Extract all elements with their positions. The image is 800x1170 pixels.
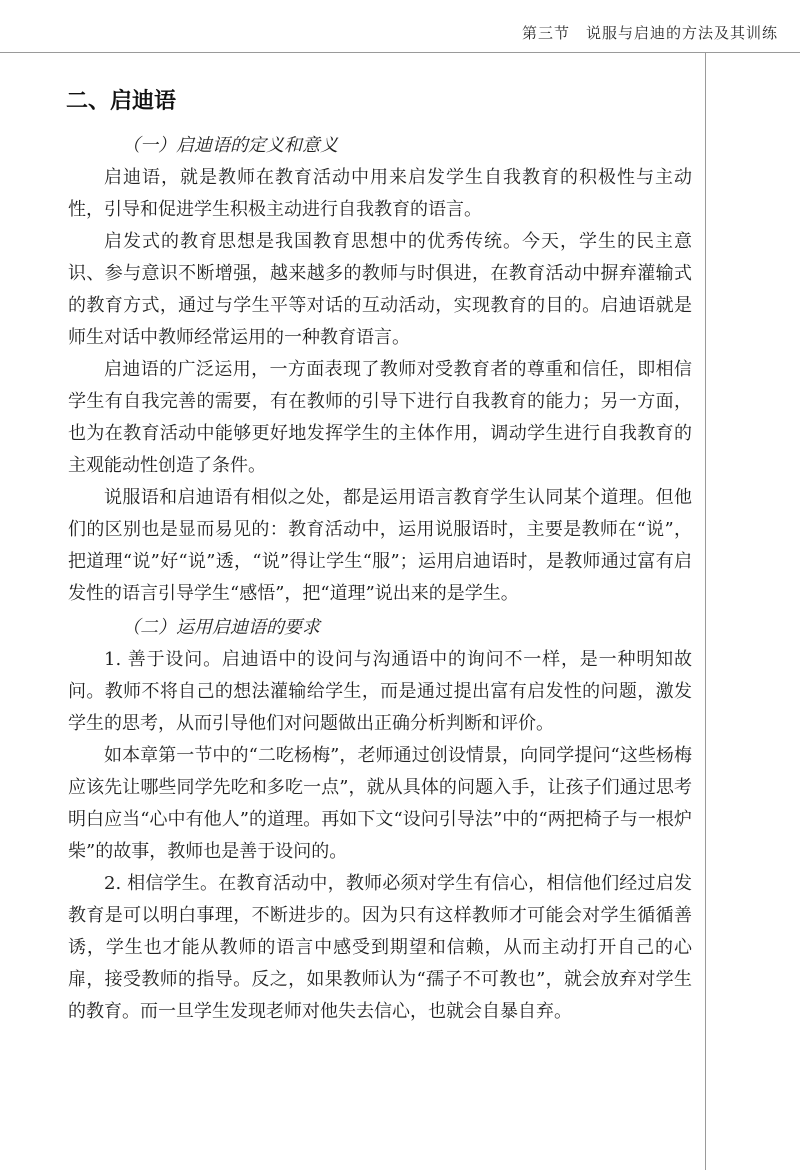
- header-rule: [0, 52, 800, 53]
- paragraph: 启发式的教育思想是我国教育思想中的优秀传统。今天，学生的民主意识、参与意识不断增强，越来越多的教师与时俱进，在教育活动中摒弃灌输式的教育方式，通过与学生平等对话的互动活动，实现教育的目的。启迪语就是师生对话中教师经常运用的一种教育语言。: [68, 231, 692, 348]
- paragraph: 2. 相信学生。在教育活动中，教师必须对学生有信心，相信他们经过启发教育是可以明白事理，不断进步的。因为只有这样教师才可能会对学生循循善诱，学生也才能从教师的语言中感受到期望和信赖，从而主动打开自己的心扉，接受教师的指导。反之，如果教师认为“孺子不可教也”，就会放弃对学生的教育。而一旦学生发现老师对他失去信心，也就会自暴自弃。: [68, 873, 692, 1022]
- margin-rule: [705, 52, 706, 1170]
- running-header: [522, 22, 778, 43]
- paragraph: 1. 善于设问。启迪语中的设问与沟通语中的询问不一样，是一种明知故问。教师不将自己的想法灌输给学生，而是通过提出富有启发性的问题，激发学生的思考，从而引导他们对问题做出正确分析判断和评价。: [68, 649, 692, 734]
- paragraph: 说服语和启迪语有相似之处，都是运用语言教育学生认同某个道理。但他们的区别也是显而易见的：教育活动中，运用说服语时，主要是教师在“说”，把道理“说”好“说”透，“说”得让学生“服”；运用启迪语时，是教师通过富有启发性的语言引导学生“感悟”，把“道理”说出来的是学生。: [68, 487, 692, 604]
- paragraph: 如本章第一节中的“二吃杨梅”，老师通过创设情景，向同学提问“这些杨梅应该先让哪些同学先吃和多吃一点”，就从具体的问题入手，让孩子们通过思考明白应当“心中有他人”的道理。再如下文“设问引导法”中的“两把椅子与一根炉柴”的故事，教师也是善于设问的。: [68, 745, 692, 862]
- paragraph: 启迪语的广泛运用，一方面表现了教师对受教育者的尊重和信任，即相信学生有自我完善的需要，有在教师的引导下进行自我教育的能力；另一方面，也为在教育活动中能够更好地发挥学生的主体作用，调动学生进行自我教育的主观能动性创造了条件。: [68, 359, 692, 476]
- body-text: [68, 128, 692, 1028]
- subsection-title-definition: （一）启迪语的定义和意义: [122, 135, 338, 156]
- section-heading: 二、启迪语: [66, 89, 177, 114]
- subsection-title-requirements: （二）运用启迪语的要求: [122, 617, 320, 638]
- paragraph: 启迪语，就是教师在教育活动中用来启发学生自我教育的积极性与主动性，引导和促进学生积极主动进行自我教育的语言。: [68, 167, 692, 220]
- header-section-number: 第三节: [521, 24, 570, 42]
- header-section-title: 说服与启迪的方法及其训练: [585, 24, 778, 42]
